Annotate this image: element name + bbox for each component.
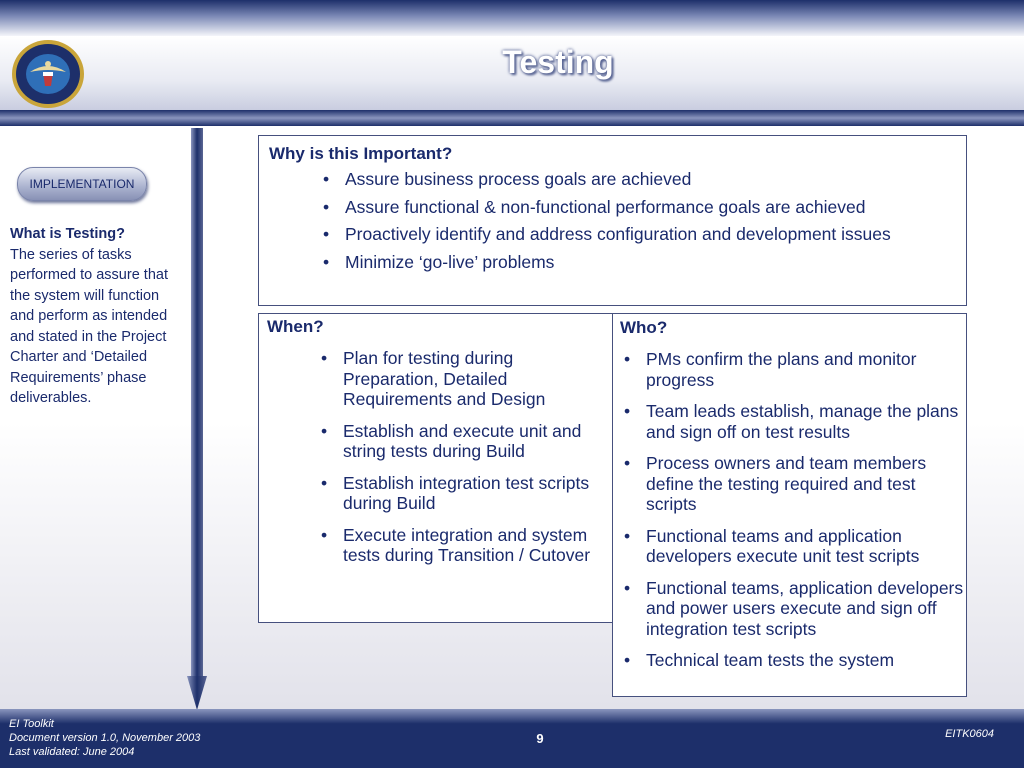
section-badge-label: IMPLEMENTATION bbox=[29, 177, 135, 191]
list-item: • PMs confirm the plans and monitor progress bbox=[646, 349, 964, 390]
footer-doc-info bbox=[9, 717, 200, 759]
slide-title: Testing bbox=[502, 44, 614, 80]
list-item: • Proactively identify and address configuration and development issues bbox=[345, 224, 945, 245]
list-item: • Functional teams and application developers execute unit test scripts bbox=[646, 526, 964, 567]
list-item: • Functional teams, application developers and power users execute and sign off integration test scripts bbox=[646, 578, 964, 640]
sidebar-definition bbox=[10, 224, 170, 409]
who-box bbox=[612, 313, 967, 697]
top-banner bbox=[0, 0, 1024, 36]
list-item: • Establish integration test scripts during Build bbox=[343, 473, 611, 514]
when-box bbox=[258, 313, 613, 623]
list-item: • Team leads establish, manage the plans and sign off on test results bbox=[646, 401, 964, 442]
when-heading: When? bbox=[267, 317, 324, 336]
header-stripe bbox=[0, 110, 1024, 126]
list-item: • Minimize ‘go-live’ problems bbox=[345, 252, 945, 273]
footer-line: EI Toolkit bbox=[9, 718, 54, 730]
list-item: • Execute integration and system tests during Transition / Cutover bbox=[343, 525, 611, 566]
timeline-arrow-icon bbox=[186, 128, 208, 710]
list-item: • Assure functional & non-functional performance goals are achieved bbox=[345, 197, 945, 218]
section-badge bbox=[17, 167, 147, 201]
footer-line: Document version 1.0, November 2003 bbox=[9, 732, 201, 744]
when-list bbox=[343, 348, 611, 577]
who-heading: Who? bbox=[620, 318, 668, 337]
sidebar-text: The series of tasks performed to assure that the system will function and perform as intended and stated in the Project Charter and ‘Detailed Requirements’ phase deliverables. bbox=[10, 246, 168, 406]
why-list bbox=[345, 169, 945, 279]
sidebar-heading: What is Testing? bbox=[10, 226, 125, 242]
why-heading: Why is this Important? bbox=[269, 144, 453, 163]
list-item: • Technical team tests the system bbox=[646, 650, 964, 671]
list-item: • Establish and execute unit and string tests during Build bbox=[343, 421, 611, 462]
footer-bar bbox=[0, 709, 1024, 768]
who-list bbox=[646, 349, 964, 682]
footer-line: Last validated: June 2004 bbox=[9, 746, 135, 758]
why-important-box bbox=[258, 135, 967, 306]
list-item: • Process owners and team members define the testing required and test scripts bbox=[646, 453, 964, 515]
page-number: 9 bbox=[536, 731, 544, 746]
list-item: • Plan for testing during Preparation, Detailed Requirements and Design bbox=[343, 348, 611, 410]
list-item: • Assure business process goals are achieved bbox=[345, 169, 945, 190]
document-code: EITK0604 bbox=[945, 728, 994, 740]
